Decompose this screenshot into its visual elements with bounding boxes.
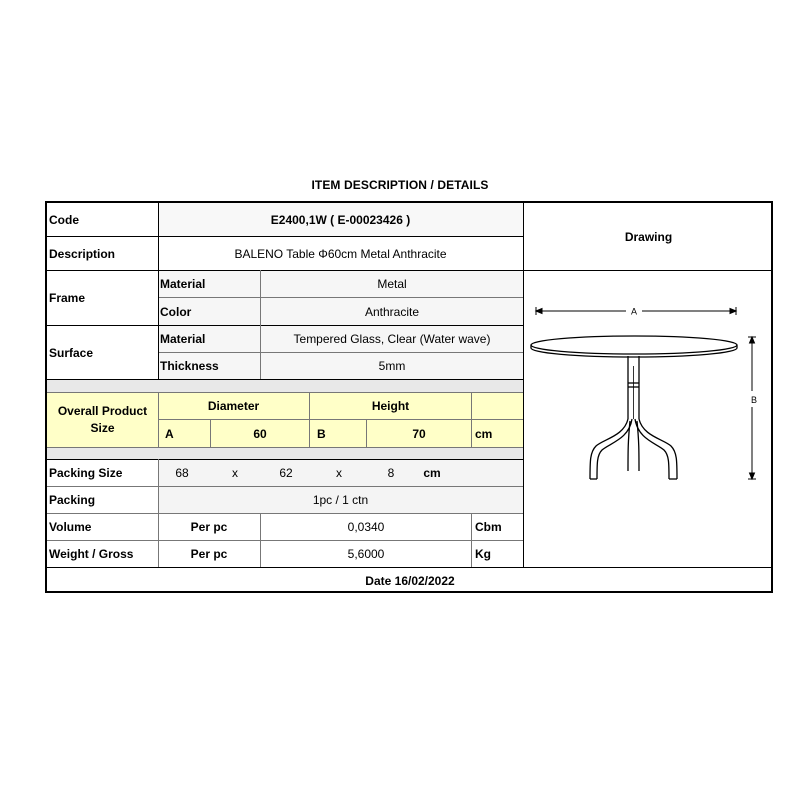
table-drawing: [524, 271, 773, 567]
frame-material-value: Metal: [377, 277, 407, 291]
spacer-band-2: [47, 447, 523, 459]
table-legs: [590, 419, 677, 479]
volume-unit: Cbm: [475, 520, 502, 534]
size-unit: cm: [475, 426, 493, 441]
weight-label: Weight / Gross: [49, 547, 134, 561]
table-top: [531, 336, 737, 357]
surface-thickness-label: Thickness: [160, 359, 219, 373]
dimension-b: [748, 337, 756, 479]
frame-color-label: Color: [160, 304, 192, 319]
volume-per: Per pc: [190, 520, 228, 534]
volume-value: 0,0340: [347, 520, 385, 534]
height-header: Height: [371, 399, 410, 413]
overall-size-label-line1: Overall Product: [57, 404, 148, 418]
line: [47, 379, 523, 380]
document-title: ITEM DESCRIPTION / DETAILS: [311, 178, 489, 192]
weight-unit: Kg: [475, 547, 491, 561]
packing-length: 68: [175, 466, 189, 480]
dim-a-value: 60: [253, 426, 267, 441]
packing-size-label: Packing Size: [49, 466, 123, 480]
frame-material-label: Material: [160, 277, 206, 291]
code-label: Code: [49, 212, 79, 227]
overall-size-label: [47, 393, 158, 447]
details-table: [45, 201, 773, 593]
packing-height: 8: [387, 466, 395, 480]
code-value: E2400,1W ( E-00023426 ): [270, 212, 411, 227]
surface-thickness-value: 5mm: [378, 359, 406, 373]
dim-b-label: B: [317, 426, 326, 441]
packing-x1: x: [232, 466, 238, 480]
frame-color-value: Anthracite: [364, 304, 420, 319]
drawing-label: Drawing: [624, 229, 673, 244]
packing-x2: x: [336, 466, 342, 480]
dim-a-label: A: [165, 426, 174, 441]
packing-width: 62: [279, 466, 293, 480]
line: [47, 447, 523, 448]
volume-label: Volume: [49, 520, 92, 534]
line: [471, 513, 472, 567]
description-label: Description: [49, 246, 116, 261]
date-footer: Date 16/02/2022: [365, 573, 455, 588]
description-value: BALENO Table Φ60cm Metal Anthracite: [234, 246, 447, 261]
spacer-band-1: [47, 379, 523, 392]
packing-unit: cm: [423, 466, 441, 480]
frame-label: Frame: [49, 291, 86, 305]
surface-label: Surface: [49, 345, 94, 360]
surface-material-value: Tempered Glass, Clear (Water wave): [293, 332, 491, 346]
overall-size-label-line2: Size: [90, 421, 115, 435]
diameter-header: Diameter: [207, 399, 260, 413]
weight-value: 5,6000: [347, 547, 385, 561]
packing-value: 1pc / 1 ctn: [312, 493, 369, 507]
line: [471, 392, 472, 447]
dimension-a-label: A: [630, 306, 638, 317]
packing-label: Packing: [49, 493, 96, 507]
dim-b-value: 70: [412, 426, 426, 441]
weight-per: Per pc: [190, 547, 228, 561]
dimension-b-label: B: [750, 395, 758, 405]
surface-material-label: Material: [160, 332, 206, 346]
table-stem: [628, 356, 639, 419]
